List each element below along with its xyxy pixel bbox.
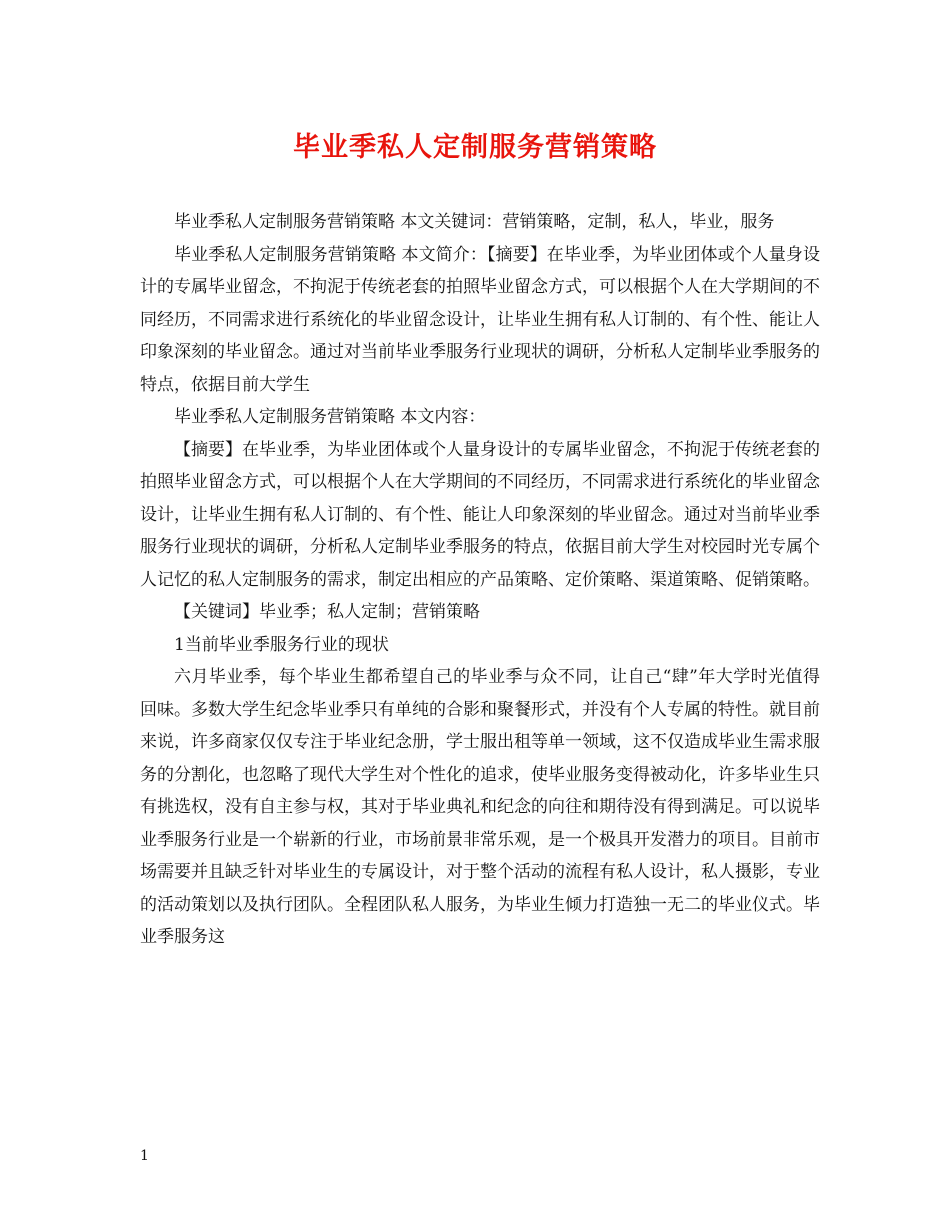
paragraph-body: 六月毕业季，每个毕业生都希望自己的毕业季与众不同，让自己“肆”年大学时光值得回味。多数大学生纪念毕业季只有单纯的合影和聚餐形式，并没有个人专属的特性。就目前来说，许多商家仅仅专注于毕业纪念册，学士服出租等单一领域，这不仅造成毕业生需求服务的分割化，也忽略了现代大学生对个性化的追求，使毕业服务变得被动化，许多毕业生只有挑选权，没有自主参与权，其对于毕业典礼和纪念的向往和期待没有得到满足。可以说毕业季服务行业是一个崭新的行业，市场前景非常乐观，是一个极具开发潜力的项目。目前市场需要并且缺乏针对毕业生的专属设计，对于整个活动的流程有私人设计，私人摄影，专业的活动策划以及执行团队。全程团队私人服务，为毕业生倾力打造独一无二的毕业仪式。毕业季服务这 <box>140 667 820 947</box>
document-body <box>140 206 820 954</box>
paragraph-abstract: 【摘要】在毕业季，为毕业团体或个人量身设计的专属毕业留念，不拘泥于传统老套的拍照毕业留念方式，可以根据个人在大学期间的不同经历，不同需求进行系统化的毕业留念设计，让毕业生拥有私人订制的、有个性、能让人印象深刻的毕业留念。通过对当前毕业季服务行业现状的调研，分析私人定制毕业季服务的特点，依据目前大学生对校园时光专属个人记忆的私人定制服务的需求，制定出相应的产品策略、定价策略、渠道策略、促销策略。 <box>140 439 820 590</box>
paragraph-keywords-intro: 毕业季私人定制服务营销策略 本文关键词：营销策略，定制，私人，毕业，服务 <box>174 212 775 232</box>
page-number: 1 <box>140 1148 149 1164</box>
paragraph-keywords: 【关键词】毕业季；私人定制；营销策略 <box>174 602 480 622</box>
paragraph-summary-intro: 毕业季私人定制服务营销策略 本文简介：【摘要】在毕业季，为毕业团体或个人量身设计的专属毕业留念，不拘泥于传统老套的拍照毕业留念方式，可以根据个人在大学期间的不同经历，不同需求进行系统化的毕业留念设计，让毕业生拥有私人订制的、有个性、能让人印象深刻的毕业留念。通过对当前毕业季服务行业现状的调研，分析私人定制毕业季服务的特点，依据目前大学生 <box>140 244 820 395</box>
document-title: 毕业季私人定制服务营销策略 <box>293 132 657 163</box>
paragraph-content-label: 毕业季私人定制服务营销策略 本文内容： <box>174 407 486 427</box>
section-heading: 1当前毕业季服务行业的现状 <box>174 634 389 655</box>
